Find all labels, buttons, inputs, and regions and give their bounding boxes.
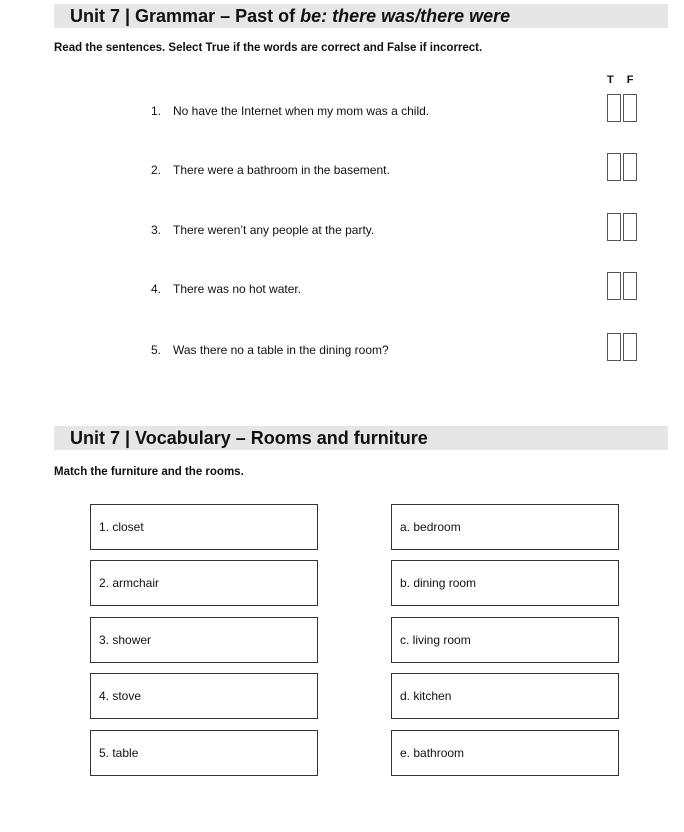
question-row-3 <box>0 223 684 253</box>
false-checkbox[interactable] <box>623 333 637 361</box>
true-checkbox[interactable] <box>607 153 621 181</box>
question-row-5 <box>0 343 684 373</box>
true-checkbox[interactable] <box>607 213 621 241</box>
furniture-item[interactable]: 2. armchair <box>90 560 318 606</box>
true-checkbox[interactable] <box>607 333 621 361</box>
question-text: There were a bathroom in the basement. <box>173 163 390 177</box>
furniture-item[interactable]: 1. closet <box>90 504 318 550</box>
room-item[interactable]: e. bathroom <box>391 730 619 776</box>
furniture-item[interactable]: 3. shower <box>90 617 318 663</box>
grammar-section-title <box>54 4 668 28</box>
question-number: 1. <box>151 104 162 118</box>
question-row-2 <box>0 163 684 193</box>
true-false-header: T F <box>607 74 639 86</box>
furniture-item[interactable]: 5. table <box>90 730 318 776</box>
grammar-instructions: Read the sentences. Select True if the words are correct and False if incorrect. <box>54 42 483 54</box>
grammar-title-italic: be: there was/there were <box>300 6 511 26</box>
true-checkbox[interactable] <box>607 272 621 300</box>
grammar-title-prefix: Unit 7 | Grammar – Past of <box>70 6 301 26</box>
vocabulary-section-title: Unit 7 | Vocabulary – Rooms and furniture <box>54 426 668 450</box>
question-number: 2. <box>151 163 162 177</box>
vocabulary-instructions: Match the furniture and the rooms. <box>54 466 244 478</box>
false-checkbox[interactable] <box>623 94 637 122</box>
true-false-selector <box>607 94 639 124</box>
room-item[interactable]: a. bedroom <box>391 504 619 550</box>
room-item[interactable]: b. dining room <box>391 560 619 606</box>
true-false-selector <box>607 333 639 363</box>
question-text: No have the Internet when my mom was a child. <box>173 104 430 118</box>
question-row-4 <box>0 282 684 312</box>
furniture-item[interactable]: 4. stove <box>90 673 318 719</box>
room-item[interactable]: d. kitchen <box>391 673 619 719</box>
true-checkbox[interactable] <box>607 94 621 122</box>
question-text: There was no hot water. <box>173 282 302 296</box>
false-checkbox[interactable] <box>623 272 637 300</box>
true-false-selector <box>607 272 639 302</box>
question-number: 3. <box>151 223 162 237</box>
room-item[interactable]: c. living room <box>391 617 619 663</box>
false-checkbox[interactable] <box>623 153 637 181</box>
question-number: 4. <box>151 282 162 296</box>
question-row-1 <box>0 104 684 134</box>
question-text: Was there no a table in the dining room? <box>173 343 389 357</box>
true-false-selector <box>607 153 639 183</box>
question-text: There weren’t any people at the party. <box>173 223 375 237</box>
question-number: 5. <box>151 343 162 357</box>
true-false-selector <box>607 213 639 243</box>
false-checkbox[interactable] <box>623 213 637 241</box>
